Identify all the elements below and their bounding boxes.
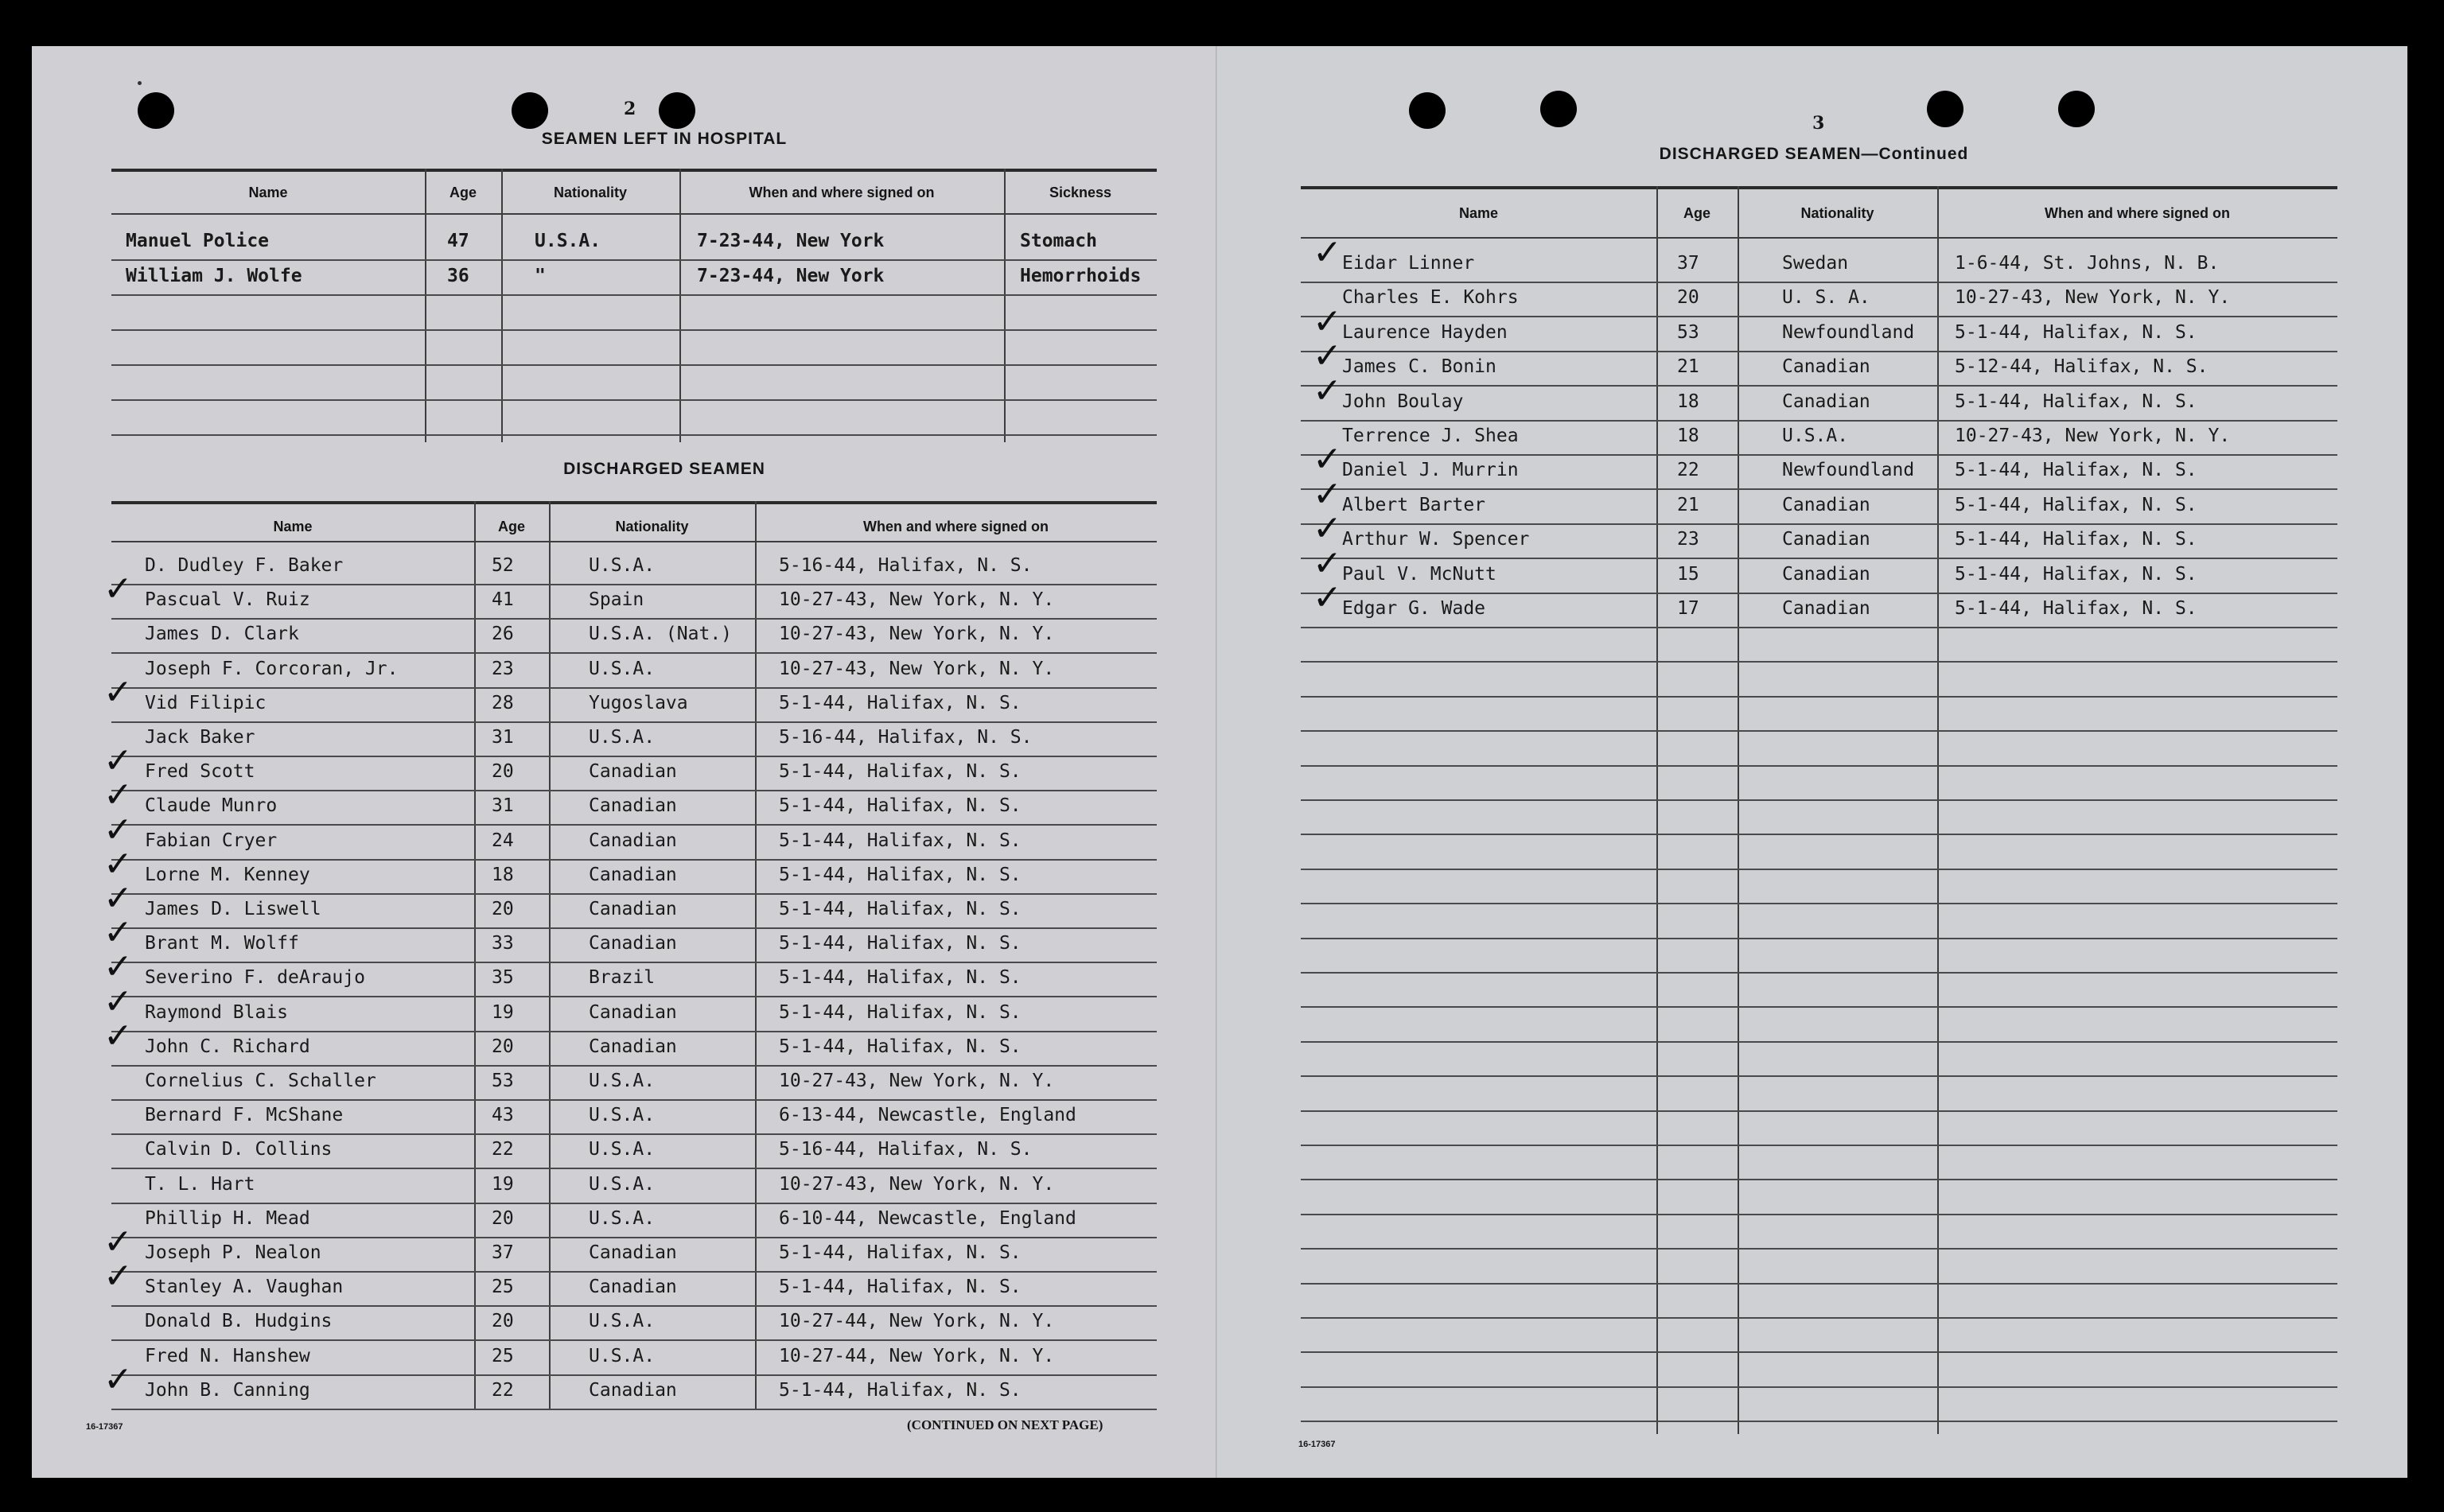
row-rule [1301,696,2337,698]
row-rule [111,859,1157,861]
column-header: When and where signed on [862,519,1049,534]
age-cell: 25 [492,1346,514,1366]
check-mark-icon: ✓ [103,672,133,713]
name-cell: Charles E. Kohrs [1342,287,1519,308]
row-rule [1301,834,2337,835]
signed-on-cell: 7-23-44, New York [697,266,885,286]
check-mark-icon: ✓ [103,878,133,919]
age-cell: 28 [492,693,514,713]
row-rule [1301,523,2337,525]
binder-hole-icon [659,92,695,129]
row-rule [1301,558,2337,559]
name-cell: John B. Canning [145,1380,310,1401]
row-rule [111,652,1157,654]
signed-on-cell: 5-1-44, Halifax, N. S. [779,1002,1022,1023]
nationality-cell: Canadian [1782,564,1870,585]
column-divider [755,501,757,1409]
column-header: Age [449,185,477,200]
nationality-cell: " [535,266,546,286]
row-rule [1301,420,2337,422]
signed-on-cell: 10-27-43, New York, N. Y. [779,589,1055,610]
name-cell: Donald B. Hudgins [145,1311,333,1331]
check-mark-icon: ✓ [103,740,133,781]
row-rule [111,584,1157,585]
name-cell: John Boulay [1342,391,1464,412]
column-divider [549,501,551,1409]
nationality-cell: Canadian [1782,598,1870,619]
column-header: Age [497,519,525,534]
column-header: Name [248,185,288,200]
nationality-cell: Canadian [589,1002,677,1023]
row-rule [111,1203,1157,1204]
signed-on-cell: 10-27-43, New York, N. Y. [779,659,1055,679]
row-rule [111,1133,1157,1135]
nationality-cell: Canadian [589,830,677,851]
row-rule [111,1065,1157,1067]
column-divider [1937,186,1939,1434]
name-cell: Edgar G. Wade [1342,598,1486,619]
check-mark-icon: ✓ [103,775,133,815]
nationality-cell: Canadian [589,1242,677,1263]
check-mark-icon: ✓ [1313,439,1342,480]
row-rule [1301,351,2337,352]
row-rule [1301,282,2337,283]
check-mark-icon: ✓ [1313,577,1342,618]
age-cell: 20 [492,1208,514,1229]
name-cell: Brant M. Wolff [145,933,299,954]
signed-on-cell: 6-10-44, Newcastle, England [779,1208,1076,1229]
age-cell: 47 [447,231,469,251]
table-header-rule [111,541,1157,542]
signed-on-cell: 10-27-44, New York, N. Y. [779,1346,1055,1366]
age-cell: 26 [492,624,514,644]
row-rule [1301,661,2337,663]
age-cell: 20 [492,1036,514,1057]
name-cell: Joseph P. Nealon [145,1242,321,1263]
table-top-rule [1301,186,2337,189]
check-mark-icon: ✓ [1313,508,1342,549]
binder-hole-icon [2058,91,2095,127]
column-header: Name [1458,205,1499,221]
nationality-cell: Newfoundland [1782,322,1915,343]
signed-on-cell: 10-27-44, New York, N. Y. [779,1311,1055,1331]
name-cell: Raymond Blais [145,1002,289,1023]
row-rule [1301,1110,2337,1112]
name-cell: Lorne M. Kenney [145,865,310,885]
nationality-cell: U.S.A. [589,1071,656,1091]
signed-on-cell: 5-1-44, Halifax, N. S. [779,933,1022,954]
name-cell: T. L. Hart [145,1174,255,1195]
row-rule [1301,1214,2337,1215]
nationality-cell: Spain [589,589,644,610]
signed-on-cell: 5-1-44, Halifax, N. S. [1955,529,2197,550]
check-mark-icon: ✓ [103,844,133,884]
row-rule [111,1305,1157,1307]
nationality-cell: Canadian [589,795,677,816]
row-rule [111,687,1157,689]
signed-on-cell: 6-13-44, Newcastle, England [779,1105,1076,1125]
age-cell: 21 [1677,495,1699,515]
age-cell: 35 [492,967,514,988]
signed-on-cell: 5-1-44, Halifax, N. S. [779,899,1022,919]
name-cell: Arthur W. Spencer [1342,529,1530,550]
age-cell: 19 [492,1002,514,1023]
age-cell: 20 [492,761,514,782]
nationality-cell: U.S.A. [589,1208,656,1229]
name-cell: Claude Munro [145,795,278,816]
table-top-rule [111,169,1157,172]
age-cell: 36 [447,266,469,286]
signed-on-cell: 5-16-44, Halifax, N. S. [779,1139,1033,1160]
name-cell: Albert Barter [1342,495,1486,515]
name-cell: D. Dudley F. Baker [145,555,344,576]
nationality-cell: Canadian [589,1277,677,1297]
row-rule [1301,488,2337,490]
column-header: Name [273,519,313,534]
row-rule [1301,316,2337,317]
row-rule [1301,1351,2337,1353]
signed-on-cell: 5-12-44, Halifax, N. S. [1955,356,2209,377]
column-divider [474,501,476,1409]
nationality-cell: U.S.A. (Nat.) [589,624,733,644]
name-cell: Stanley A. Vaughan [145,1277,344,1297]
row-rule [1301,1006,2337,1008]
row-rule [111,618,1157,620]
name-cell: Fabian Cryer [145,830,278,851]
signed-on-cell: 5-1-44, Halifax, N. S. [779,1242,1022,1263]
row-rule [1301,903,2337,904]
check-mark-icon: ✓ [1313,232,1342,273]
row-rule [1301,972,2337,974]
column-divider [425,169,426,442]
table-top-rule [111,501,1157,504]
row-rule [1301,385,2337,387]
signed-on-cell: 5-1-44, Halifax, N. S. [779,1277,1022,1297]
age-cell: 37 [1677,253,1699,274]
row-rule [1301,1421,2337,1422]
check-mark-icon: ✓ [1313,301,1342,342]
signed-on-cell: 5-16-44, Halifax, N. S. [779,555,1033,576]
name-cell: Jack Baker [145,727,255,748]
row-rule [111,259,1157,261]
row-rule [111,1031,1157,1032]
nationality-cell: U.S.A. [589,555,656,576]
binder-hole-icon [138,92,174,129]
row-rule [111,1374,1157,1376]
nationality-cell: Canadian [1782,391,1870,412]
signed-on-cell: 5-1-44, Halifax, N. S. [779,830,1022,851]
signed-on-cell: 10-27-43, New York, N. Y. [779,1174,1055,1195]
age-cell: 20 [492,899,514,919]
age-cell: 52 [492,555,514,576]
row-rule [1301,938,2337,939]
row-rule [111,1099,1157,1101]
nationality-cell: U.S.A. [589,1346,656,1366]
right-page [1217,46,2407,1478]
check-mark-icon: ✓ [103,981,133,1022]
age-cell: 22 [1677,460,1699,480]
row-rule [1301,1075,2337,1077]
age-cell: 21 [1677,356,1699,377]
nationality-cell: U.S.A. [589,727,656,748]
nationality-cell: Canadian [1782,495,1870,515]
row-rule [111,721,1157,723]
continued-note: (CONTINUED ON NEXT PAGE) [907,1417,1103,1432]
name-cell: Bernard F. McShane [145,1105,344,1125]
nationality-cell: U.S.A. [589,1105,656,1125]
nationality-cell: Canadian [589,899,677,919]
nationality-cell: U.S.A. [589,1174,656,1195]
name-cell: Terrence J. Shea [1342,426,1519,446]
column-header: Nationality [1800,205,1874,221]
nationality-cell: U.S.A. [1782,426,1849,446]
check-mark-icon: ✓ [103,1359,133,1400]
row-rule [111,790,1157,791]
signed-on-cell: 5-1-44, Halifax, N. S. [779,1380,1022,1401]
signed-on-cell: 5-1-44, Halifax, N. S. [779,761,1022,782]
row-rule [1301,765,2337,767]
discharged-section-title: DISCHARGED SEAMEN [563,460,765,478]
name-cell: James C. Bonin [1342,356,1496,377]
row-rule [1301,730,2337,732]
row-rule [111,434,1157,436]
check-mark-icon: ✓ [103,946,133,987]
signed-on-cell: 7-23-44, New York [697,231,885,251]
sickness-cell: Stomach [1020,231,1097,251]
check-mark-icon: ✓ [1313,543,1342,584]
age-cell: 23 [492,659,514,679]
row-rule [1301,627,2337,628]
check-mark-icon: ✓ [103,569,133,609]
column-divider [1656,186,1658,1434]
row-rule [111,756,1157,757]
row-rule [111,824,1157,826]
row-rule [1301,1283,2337,1285]
nationality-cell: Canadian [589,1036,677,1057]
row-rule [1301,1145,2337,1146]
age-cell: 53 [492,1071,514,1091]
signed-on-cell: 5-1-44, Halifax, N. S. [779,1036,1022,1057]
nationality-cell: Canadian [589,761,677,782]
speck [138,81,142,85]
signed-on-cell: 5-1-44, Halifax, N. S. [1955,495,2197,515]
form-number: 16-17367 [86,1422,123,1432]
column-header: When and where signed on [2044,205,2230,221]
age-cell: 41 [492,589,514,610]
name-cell: William J. Wolfe [126,266,302,286]
name-cell: Vid Filipic [145,693,267,713]
row-rule [111,962,1157,963]
page-number: 3 [1812,113,1825,134]
name-cell: Fred N. Hanshew [145,1346,310,1366]
age-cell: 15 [1677,564,1699,585]
signed-on-cell: 10-27-43, New York, N. Y. [779,624,1055,644]
left-page [32,46,1217,1478]
age-cell: 20 [492,1311,514,1331]
nationality-cell: Canadian [589,933,677,954]
age-cell: 31 [492,795,514,816]
age-cell: 25 [492,1277,514,1297]
nationality-cell: Yugoslava [589,693,688,713]
age-cell: 19 [492,1174,514,1195]
row-rule [111,1237,1157,1238]
row-rule [111,364,1157,366]
nationality-cell: U.S.A. [589,1311,656,1331]
row-rule [111,1339,1157,1341]
signed-on-cell: 1-6-44, St. Johns, N. B. [1955,253,2220,274]
column-header: Sickness [1049,185,1112,200]
nationality-cell: Canadian [1782,529,1870,550]
age-cell: 18 [1677,426,1699,446]
nationality-cell: Canadian [1782,356,1870,377]
signed-on-cell: 5-1-44, Halifax, N. S. [779,865,1022,885]
signed-on-cell: 10-27-43, New York, N. Y. [1955,287,2231,308]
nationality-cell: Swedan [1782,253,1849,274]
row-rule [111,893,1157,895]
age-cell: 33 [492,933,514,954]
check-mark-icon: ✓ [103,912,133,953]
check-mark-icon: ✓ [103,1256,133,1296]
name-cell: Cornelius C. Schaller [145,1071,376,1091]
check-mark-icon: ✓ [103,1222,133,1262]
nationality-cell: Brazil [589,967,656,988]
column-header: Age [1683,205,1710,221]
check-mark-icon: ✓ [103,810,133,850]
binder-hole-icon [1540,91,1577,127]
nationality-cell: U. S. A. [1782,287,1870,308]
check-mark-icon: ✓ [1313,371,1342,411]
row-rule [1301,1386,2337,1388]
row-rule [111,1271,1157,1273]
signed-on-cell: 5-1-44, Halifax, N. S. [1955,460,2197,480]
age-cell: 37 [492,1242,514,1263]
column-divider [1738,186,1739,1434]
name-cell: Paul V. McNutt [1342,564,1496,585]
row-rule [1301,593,2337,594]
row-rule [111,399,1157,401]
age-cell: 18 [492,865,514,885]
sickness-cell: Hemorrhoids [1020,266,1142,286]
age-cell: 24 [492,830,514,851]
age-cell: 53 [1677,322,1699,343]
row-rule [111,329,1157,331]
age-cell: 31 [492,727,514,748]
column-divider [1004,169,1006,442]
name-cell: Severino F. deAraujo [145,967,365,988]
name-cell: John C. Richard [145,1036,310,1057]
nationality-cell: U.S.A. [589,1139,656,1160]
row-rule [1301,454,2337,456]
name-cell: Phillip H. Mead [145,1208,310,1229]
table-header-rule [1301,237,2337,239]
signed-on-cell: 5-1-44, Halifax, N. S. [1955,564,2197,585]
check-mark-icon: ✓ [103,1016,133,1056]
signed-on-cell: 10-27-43, New York, N. Y. [779,1071,1055,1091]
name-cell: Pascual V. Ruiz [145,589,310,610]
age-cell: 18 [1677,391,1699,412]
age-cell: 22 [492,1380,514,1401]
row-rule [111,996,1157,997]
age-cell: 22 [492,1139,514,1160]
age-cell: 17 [1677,598,1699,619]
page-number: 2 [624,99,636,119]
column-header: When and where signed on [749,185,935,200]
age-cell: 43 [492,1105,514,1125]
check-mark-icon: ✓ [1313,336,1342,376]
name-cell: Daniel J. Murrin [1342,460,1519,480]
signed-on-cell: 5-1-44, Halifax, N. S. [1955,322,2197,343]
nationality-cell: U.S.A. [535,231,601,251]
row-rule [1301,869,2337,870]
nationality-cell: Canadian [589,865,677,885]
binder-hole-icon [1927,91,1963,127]
age-cell: 20 [1677,287,1699,308]
signed-on-cell: 5-1-44, Halifax, N. S. [779,795,1022,816]
signed-on-cell: 5-1-44, Halifax, N. S. [779,967,1022,988]
nationality-cell: Canadian [589,1380,677,1401]
name-cell: Eidar Linner [1342,253,1475,274]
hospital-section-title: SEAMEN LEFT IN HOSPITAL [541,130,788,148]
row-rule [1301,799,2337,801]
row-rule [111,1409,1157,1410]
name-cell: James D. Liswell [145,899,321,919]
signed-on-cell: 10-27-43, New York, N. Y. [1955,426,2231,446]
name-cell: Calvin D. Collins [145,1139,333,1160]
row-rule [111,294,1157,296]
row-rule [1301,1179,2337,1180]
binder-hole-icon [1409,92,1446,129]
name-cell: Laurence Hayden [1342,322,1508,343]
row-rule [111,1168,1157,1169]
column-divider [679,169,681,442]
table-header-rule [111,213,1157,215]
name-cell: Joseph F. Corcoran, Jr. [145,659,399,679]
column-header: Nationality [553,185,627,200]
binder-hole-icon [512,92,548,129]
signed-on-cell: 5-1-44, Halifax, N. S. [1955,391,2197,412]
signed-on-cell: 5-1-44, Halifax, N. S. [779,693,1022,713]
form-number: 16-17367 [1298,1440,1336,1449]
row-rule [1301,1317,2337,1319]
column-divider [501,169,503,442]
discharged-continued-title: DISCHARGED SEAMEN—Continued [1659,145,1969,163]
column-header: Nationality [615,519,689,534]
name-cell: Manuel Police [126,231,270,251]
signed-on-cell: 5-1-44, Halifax, N. S. [1955,598,2197,619]
nationality-cell: U.S.A. [589,659,656,679]
row-rule [111,927,1157,929]
name-cell: James D. Clark [145,624,299,644]
check-mark-icon: ✓ [1313,474,1342,515]
signed-on-cell: 5-16-44, Halifax, N. S. [779,727,1033,748]
name-cell: Fred Scott [145,761,255,782]
age-cell: 23 [1677,529,1699,550]
nationality-cell: Newfoundland [1782,460,1915,480]
row-rule [1301,1248,2337,1250]
row-rule [1301,1041,2337,1043]
